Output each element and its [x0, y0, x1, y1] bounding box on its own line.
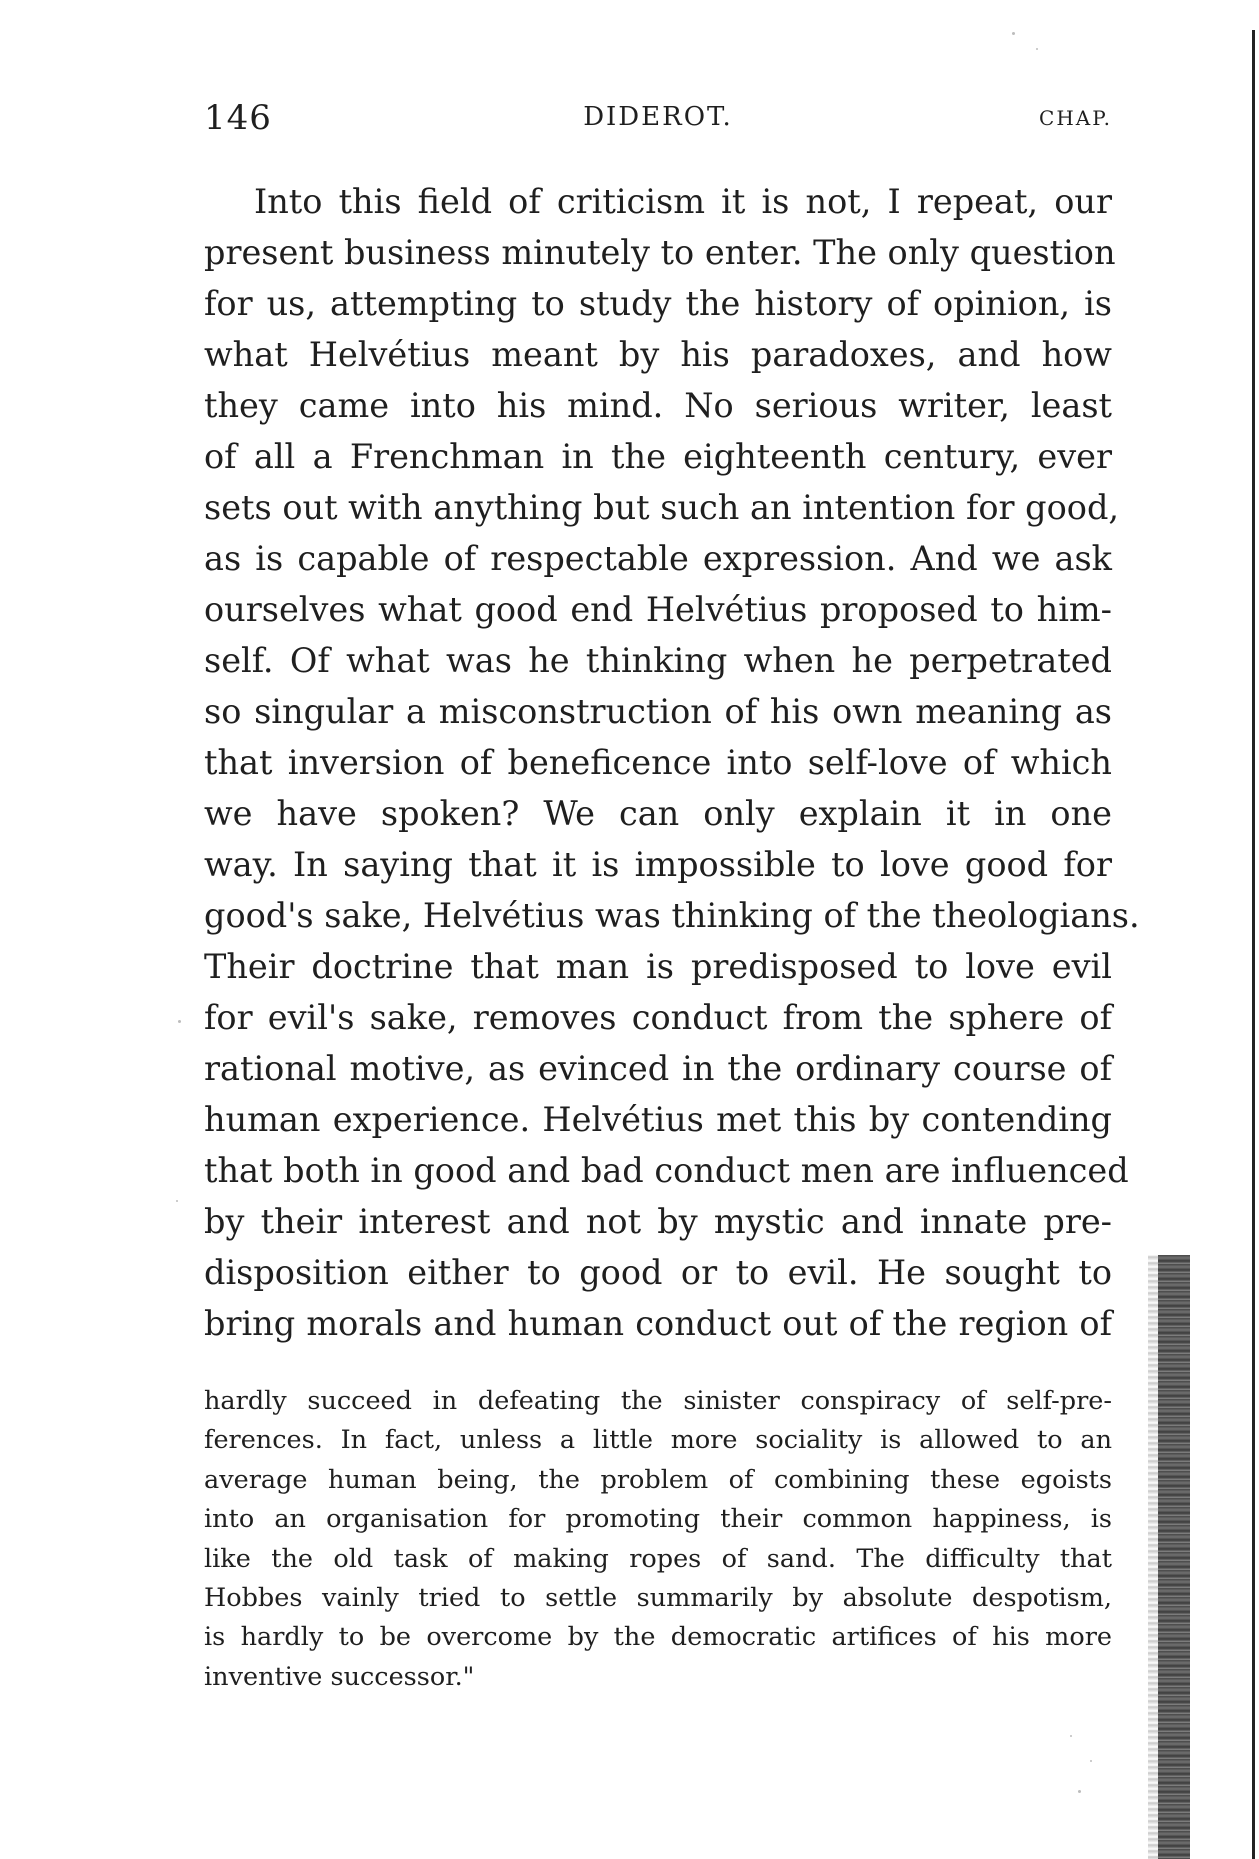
scan-speck — [1070, 1735, 1072, 1737]
body-line: sets out with anything but such an intention for good, — [204, 488, 1120, 527]
body-line: as is capable of respectable expression. And we ask — [204, 539, 1112, 578]
scan-speck — [1078, 1790, 1081, 1793]
body-line: so singular a misconstruction of his own meaning as — [204, 692, 1112, 731]
body-line: bring morals and human conduct out of the region of — [204, 1304, 1112, 1343]
footnote-line: into an organisation for promoting their common happiness, is — [204, 1504, 1112, 1535]
footnote-line: hardly succeed in defeating the sinister conspiracy of self-pre- — [204, 1386, 1112, 1416]
body-line: self. Of what was he thinking when he perpetrated — [204, 641, 1112, 680]
footnote-line: like the old task of making ropes of sand. The difficulty that — [204, 1543, 1112, 1574]
body-line: we have spoken? We can only explain it in one — [204, 794, 1112, 833]
running-title: DIDEROT. — [583, 102, 733, 132]
footnote-line: inventive successor." — [204, 1661, 475, 1692]
scan-speck — [178, 1020, 181, 1023]
body-line: what Helvétius meant by his paradoxes, and how — [204, 335, 1112, 374]
body-line: that both in good and bad conduct men are influenced — [204, 1151, 1129, 1190]
body-line: Into this field of criticism it is not, I repeat, our — [254, 182, 1112, 221]
body-line: by their interest and not by mystic and innate pre- — [204, 1202, 1112, 1241]
footnote — [204, 1382, 1112, 1697]
scan-speck — [1036, 48, 1038, 50]
binding-edge-shadow — [1158, 1255, 1190, 1859]
body-line: rational motive, as evinced in the ordinary course of — [204, 1049, 1112, 1088]
body-line: of all a Frenchman in the eighteenth century, ever — [204, 437, 1112, 476]
body-line: present business minutely to enter. The only question — [204, 233, 1116, 272]
body-line: for evil's sake, removes conduct from the sphere of — [204, 998, 1112, 1037]
scan-speck — [1012, 32, 1015, 35]
footnote-line: average human being, the problem of combining these egoists — [204, 1464, 1112, 1495]
page-edge-line — [1252, 30, 1255, 1859]
body-line: human experience. Helvétius met this by contending — [204, 1100, 1112, 1139]
body-line: way. In saying that it is impossible to love good for — [204, 845, 1112, 884]
body-line: ourselves what good end Helvétius proposed to him- — [204, 590, 1112, 629]
body-line: good's sake, Helvétius was thinking of the theologians. — [204, 896, 1140, 935]
running-head — [204, 98, 1112, 138]
body-line: they came into his mind. No serious writer, least — [204, 386, 1112, 425]
page-number: 146 — [204, 98, 272, 138]
body-paragraph — [204, 176, 1140, 1349]
body-line: disposition either to good or to evil. He sought to — [204, 1253, 1112, 1292]
footnote-line: is hardly to be overcome by the democratic artifices of his more — [204, 1622, 1112, 1653]
footnote-line: Hobbes vainly tried to settle summarily by absolute despotism, — [204, 1582, 1112, 1613]
footnote-line: ferences. In fact, unless a little more sociality is allowed to an — [204, 1425, 1112, 1456]
scan-speck — [176, 1200, 178, 1202]
chapter-label: CHAP. — [1039, 106, 1112, 130]
scan-speck — [1090, 1760, 1092, 1762]
body-line: that inversion of beneficence into self-love of which — [204, 743, 1112, 782]
body-line: Their doctrine that man is predisposed to love evil — [204, 947, 1112, 986]
body-line: for us, attempting to study the history of opinion, is — [204, 284, 1112, 323]
